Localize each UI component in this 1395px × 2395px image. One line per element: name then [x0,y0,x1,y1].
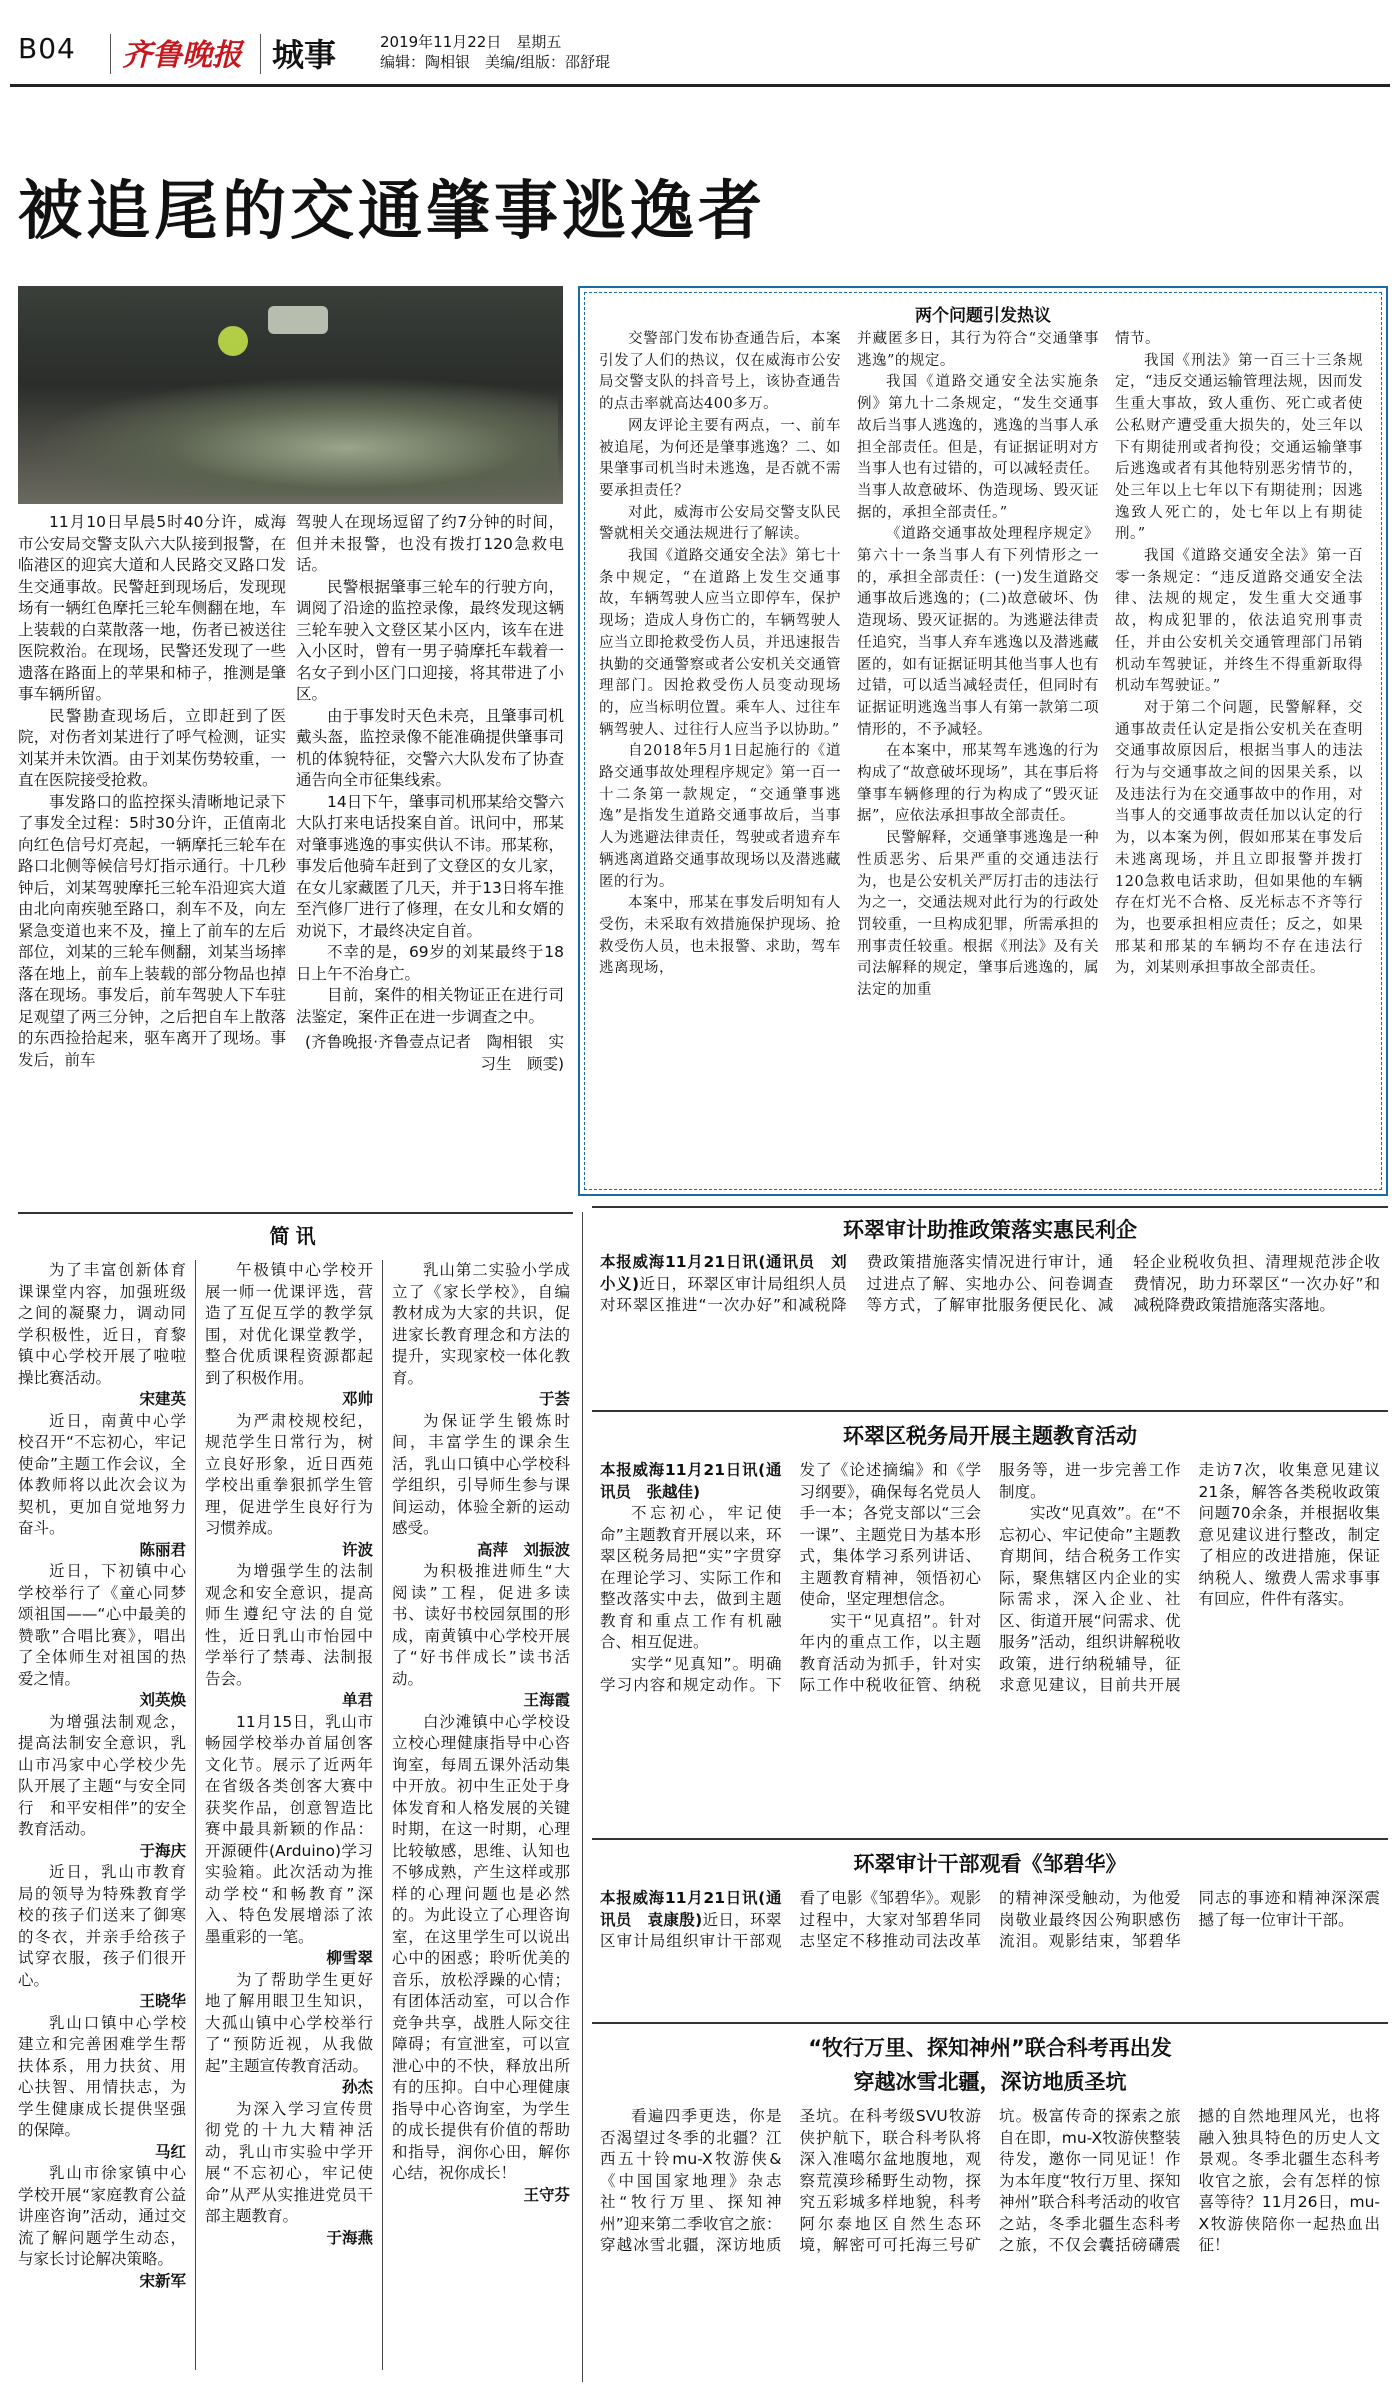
brief-author: 邓帅 [341,1390,373,1408]
section-title: 城事 [272,36,337,74]
box-column-2 [857,329,1099,1002]
issue-date: 2019年11月22日 星期五 [380,33,562,51]
news2-title: 环翠区税务局开展主题教育活动 [843,1424,1137,1448]
headline: 被追尾的交通肇事逃逸者 [18,175,766,249]
section-divider [592,2022,1388,2024]
news1-title: 环翠审计助推政策落实惠民利企 [843,1218,1137,1242]
brief-item: 11月15日，乳山市畅园学校举办首届创客文化节。展示了近两年在省级各类创客大赛中获奖作品，创意智造比赛中最具新颖的作品：开源硬件(Arduino)学习实验箱。此次活动为推动学校“和畅教育”深入、特色发展增添了浓墨重彩的一笔。 [205,1712,373,1946]
news1-lead: 本报威海11月21日讯(通讯员 刘小义) [600,1253,847,1293]
box-paragraph: 网友评论主要有两点，一、前车被追尾，为何还是肇事逃逸？二、如果肇事司机当时未逃逸，是否就不需要承担责任？ [599,417,841,499]
brief-news [18,1220,573,2380]
story-paragraph: 14日下午，肇事司机邢某给交警六大队打来电话投案自首。讯问中，邢某对肇事逃逸的事实供认不讳。邢某称，事发后他骑车赶到了文登区的女儿家，在女儿家藏匿了几天，并于13日将车推至汽修厂进行了修理，在女儿和女婿的劝说下，才最终决定自首。 [296,792,564,940]
story-column-1 [18,512,286,1071]
brief-item: 为了丰富创新体育课课堂内容，加强班级之间的凝聚力，调动同学积极性，近日，育黎镇中心学校开展了啦啦操比赛活动。 [18,1261,186,1387]
discussion-box [578,286,1388,1196]
box-paragraph: 情节。 [1115,331,1160,347]
news2-paragraph: 实干“见真招”。针对年内的重点工作，以主题教育活动为抓手，针对实际工作中税收征管、纳税服务等，进一步完善工作制度。 [799,1461,1181,1694]
brief-column-2 [205,1260,373,2249]
page-header [10,28,1385,80]
brief-author: 单君 [341,1691,373,1709]
news1-body [600,1252,1380,1402]
box-paragraph: 对此，威海市公安局交警支队民警就相关交通法规进行了解读。 [599,504,841,543]
news4-body [600,2106,1380,2381]
brief-author: 于荟 [538,1390,570,1408]
news2-paragraph: 实学“见真知”。明确学习内容和规定动作。下发了《论述摘编》和《学习纲要》，确保每名党员人手一本；各党支部以“三会一课”、主题党日为基本形式，集体学习系列讲话、主题教育精神，领悟初心使命，坚定理想信念。 [600,1461,981,1694]
brief-item: 为增强法制观念，提高法制安全意识，乳山市冯家中心学校少先队开展了主题“与安全同行 和平安相伴”的安全教育活动。 [18,1712,186,1838]
brief-author: 宋建英 [139,1390,186,1408]
brief-item: 白沙滩镇中心学校设立校心理健康指导中心咨询室，每周五课外活动集中开放。初中生正处于身体发育和人格发展的关键时期，在这一时期，心理比较敏感，思维、认知也不够成熟，产生这样或那样的心理问题也是必然的。为此设立了心理咨询室，在这里学生可以说出心中的困惑；聆听优美的音乐，放松浮躁的心情；有团体活动室，可以合作竞争共享，战胜人际交往障碍；有宣泄室，可以宣泄心中的不快，释放出所有的压抑。白中心理健康指导中心咨询室，为学生的成长提供有价值的帮助和指导，润你心田，解你心结，祝你成长！ [392,1712,570,2182]
news2-paragraph: 不忘初心，牢记使命”主题教育开展以来，环翠区税务局把“实”字贯穿在理论学习、实际工作和整改落实中去，做到主题教育和重点工作有机融合、相互促进。 [600,1504,782,1651]
story-paragraph: 不幸的是，69岁的刘某最终于18日上午不治身亡。 [296,943,564,983]
brief-item: 为积极推进师生“大阅读”工程，促进多读书、读好书校园氛围的形成，南黄镇中心学校开展了“好书伴成长”读书活动。 [392,1562,570,1688]
box-title: 两个问题引发热议 [915,306,1051,326]
box-paragraph: 我国《道路交通安全法》第七十条中规定，“在道路上发生交通事故，车辆驾驶人应当立即停车，保护现场；造成人身伤亡的，车辆驾驶人应当立即抢救受伤人员，并迅速报告执勤的交通警察或者公安机关交通管理部门。因抢救受伤人员变动现场的，应当标明位置。乘车人、过往车辆驾驶人、过往行人应当予以协助。” [599,548,841,738]
brief-author: 王守芬 [523,2185,570,2204]
news2-lead: 本报威海11月21日讯(通讯员 张越佳) [600,1461,782,1501]
brief-author: 于海燕 [326,2228,373,2247]
brief-item: 乳山口镇中心学校建立和完善困难学生帮扶体系，用力扶贫、用心扶智、用情扶志，为学生健康成长提供坚强的保障。 [18,2013,186,2139]
section-column-rule [582,1212,583,2382]
story-paragraph: 驾驶人在现场逗留了约7分钟的时间，但并未报警，也没有拨打120急救电话。 [296,513,564,574]
brief-author: 柳雪翠 [326,1949,373,1967]
box-paragraph: 对于第二个问题，民警解释，交通事故责任认定是指公安机关在查明交通事故原因后，根据当事人的违法行为与交通事故之间的因果关系，以及违法行为在交通事故中的作用，对当事人的交通事故责任加以认定的行为，以本案为例，假如邢某在事发后未逃离现场，并且立即报警并拨打120急救电话求助，但如果他的车辆存在灯光不合格、反光标志不齐等行为，也要承担相应责任；反之，如果邢某和邢某的车辆均不存在违法行为，刘某则承担事故全部责任。 [1115,699,1363,977]
brief-author: 宋新军 [139,2271,186,2290]
box-paragraph: 在本案中，邢某驾车逃逸的行为构成了“故意破坏现场”，其在事后将肇事车辆修理的行为构成了“毁灭证据”，应依法承担事故全部责任。 [857,743,1099,825]
brief-author: 陈丽君 [139,1540,186,1559]
box-paragraph: 本案中，邢某在事发后明知有人受伤，未采取有效措施保护现场、抢救受伤人员，也未报警、求助，驾车逃离现场， [599,895,841,977]
news1-text: 近日，环翠区审计局组织人员对环翠区推进“一次办好”和减税降费政策措施落实情况进行审计，通过进点了解、实地办公、问卷调查等方式，了解审批服务便民化、减轻企业税收负担、清理规范涉企收费情况，助力环翠区“一次办好”和减税降费政策措施落实落地。 [600,1253,1380,1314]
accident-scene-photo [18,286,563,504]
header-divider [260,34,261,74]
news3-text: 近日，环翠区审计局组织审计干部观看了电影《邹碧华》。观影过程中，大家对邹碧华同志坚定不移推动司法改革的精神深受触动，为他爱岗敬业最终因公殉职感伤流泪。观影结束，邹碧华同志的事迹和精神深深震撼了每一位审计干部。 [600,1889,1380,1950]
story-column-2 [296,512,564,1075]
brief-item: 近日，下初镇中心学校举行了《童心同梦颂祖国——“心中最美的赞歌”合唱比赛》，唱出了全体师生对祖国的热爱之情。 [18,1562,186,1688]
box-paragraph: 民警解释，交通肇事逃逸是一种性质恶劣、后果严重的交通违法行为，也是公安机关严厉打击的违法行为之一，交通法规对此行为的行政处罚较重，一旦构成犯罪，所需承担的刑事责任较重。根据《刑法》及有关司法解释的规定，肇事后逃逸的，属法定的加重 [857,830,1099,999]
brief-item: 为深入学习宣传贯彻党的十九大精神活动，乳山市实验中学开展“不忘初心，牢记使命”从严从实推进党员干部主题教育。 [205,2099,373,2225]
box-paragraph: 自2018年5月1日起施行的《道路交通事故处理程序规定》第一百一十二条第一款规定，“交通肇事逃逸”是指发生道路交通事故后，当事人为逃避法律责任，驾驶或者遗弃车辆逃离道路交通事故现场以及潜逃藏匿的行为。 [599,743,841,890]
brief-author: 许波 [341,1540,373,1559]
story-paragraph: 民警勘查现场后，立即赶到了医院，对伤者刘某进行了呼气检测，证实刘某并未饮酒。由于刘某伤势较重，一直在医院接受抢救。 [18,706,286,789]
story-paragraph: 11月10日早晨5时40分许，威海市公安局交警支队六大队接到报警，在临港区的迎宾大道和人民路交叉路口发生交通事故。民警赶到现场后，发现现场有一辆红色摩托三轮车侧翻在地，车上装载的白菜散落一地，伤者已被送往医院救治。在现场，民警还发现了一些遗落在路面上的苹果和柿子，推测是肇事车辆所留。 [18,513,286,703]
brief-column-1 [18,1260,186,2292]
box-column-3 [1115,329,1363,980]
brief-author: 高萍 刘振波 [476,1540,570,1559]
brief-news-title: 简讯 [269,1224,322,1248]
brief-item: 为保证学生锻炼时间，丰富学生的课余生活，乳山口镇中心学校科学组织，引导师生参与课间运动，体验全新的运动感受。 [392,1411,570,1537]
date-editors [380,32,610,72]
brief-author: 马红 [154,2142,186,2161]
news2-paragraph: 实改“见真效”。在“不忘初心、牢记使命”主题教育期间，结合税务工作实际，聚焦辖区内企业的实际需求，深入企业、社区、街道开展“问需求、优服务”活动，组织讲解税收政策，进行纳税辅导，征求意见建议，目前共开展走访7次，收集意见建议21条，解答各类税收政策问题70余条，并根据收集意见建议进行整改，制定了相应的改进措施，保证纳税人、缴费人需求事事有回应，件件有落实。 [999,1461,1380,1694]
brief-author: 王海霞 [523,1691,570,1709]
story-paragraph: 民警根据肇事三轮车的行驶方向，调阅了沿途的监控录像，最终发现这辆三轮车驶入文登区某小区内，该车在进入小区时，曾有一男子骑摩托车载着一名女子到小区门口迎接，将其带进了小区。 [296,577,564,703]
brief-author: 于海庆 [139,1841,186,1860]
brief-item: 乳山第二实验小学成立了《家长学校》，自编教材成为大家的共识，促进家长教育理念和方法的提升，实现家校一体化教育。 [392,1261,570,1387]
story-paragraph: 由于事发时天色未亮，且肇事司机戴头盔，监控录像不能准确提供肇事司机的体貌特征，交警六大队发布了协查通告向全市征集线索。 [296,706,564,789]
news3-title: 环翠审计干部观看《邹碧华》 [853,1852,1127,1876]
box-column-1 [599,329,841,980]
header-divider [110,34,111,74]
brief-author: 孙杰 [341,2078,373,2096]
news4-subtitle: 穿越冰雪北疆，深访地质圣坑 [853,2070,1127,2094]
box-paragraph: 我国《道路交通安全法实施条例》第九十二条规定，“发生交通事故后当事人逃逸的，逃逸的当事人承担全部责任。但是，有证据证明对方当事人也有过错的，可以减轻责任。当事人故意破坏、伪造现场、毁灭证据的，承担全部责任。” [857,374,1099,521]
brief-item: 近日，南黄中心学校召开“不忘初心，牢记使命”主题工作会议，全体教师将以此次会议为契机，更加自觉地努力奋斗。 [18,1411,186,1537]
box-paragraph: 《道路交通事故处理程序规定》第六十一条当事人有下列情形之一的，承担全部责任：(一)发生道路交通事故后逃逸的；(二)故意破坏、伪造现场、毁灭证据的。为逃避法律责任追究，当事人弃车逃逸以及潜逃藏匿的，如有证据证明其他当事人也有过错，可以适当减轻责任，但同时有证据证明逃逸当事人有第一款第二项情形的，不予减轻。 [857,526,1099,738]
brief-item: 为增强学生的法制观念和安全意识，提高师生遵纪守法的自觉性，近日乳山市怡园中学举行了禁毒、法制报告会。 [205,1562,373,1688]
brief-column-3 [392,1260,570,2206]
newspaper-logo: 齐鲁晚报 [122,38,242,73]
section-divider [592,1838,1388,1840]
box-paragraph: 交警部门发布协查通告后，本案引发了人们的热议，仅在威海市公安局交警支队的抖音号上，该协查通告的点击率就高达400多万。 [599,331,841,413]
brief-item: 为了帮助学生更好地了解用眼卫生知识，大孤山镇中心学校举行了“预防近视，从我做起”主题宣传教育活动。 [205,1970,373,2075]
section-divider [18,1212,573,1214]
story-paragraph: 事发路口的监控探头清晰地记录下了事发全过程：5时30分许，正值南北向红色信号灯亮起，一辆摩托三轮车在路口北侧等候信号灯指示通行。十几秒钟后，刘某驾驶摩托三轮车沿迎宾大道由北向南疾驰至路口，刹车不及，向左紧急变道也来不及，撞上了前车的左后部位，刘某的三轮车侧翻，刘某当场摔落在地上，前车上装载的部分物品也掉落在现场。事发后，前车驾驶人下车驻足观望了两三分钟，之后把自车上散落的东西捡拾起来，驱车离开了现场。事发后，前车 [18,792,286,1069]
column-rule [382,1260,383,2370]
brief-item: 为严肃校规校纪，规范学生日常行为，树立良好形象，近日西苑学校出重拳狠抓学生管理，促进学生良好行为习惯养成。 [205,1411,373,1537]
news4-title: “牧行万里、探知神州”联合科考再出发 [808,2036,1172,2060]
news3-lead: 本报威海11月21日讯(通讯员 袁康殷) [600,1889,782,1929]
brief-item: 午极镇中心学校开展一师一优课评选，营造了互促互学的教学氛围，对优化课堂教学，整合优质课程资源都起到了积极作用。 [205,1261,373,1387]
box-paragraph: 我国《道路交通安全法》第一百零一条规定：“违反道路交通安全法律、法规的规定，发生重大交通事故，构成犯罪的，依法追究刑事责任，并由公安机关交通管理部门吊销机动车驾驶证，并终生不得重新取得机动车驾驶证。” [1115,548,1363,695]
story-paragraph: 目前，案件的相关物证正在进行司法鉴定，案件正在进一步调查之中。 [296,986,564,1026]
brief-item: 近日，乳山市教育局的领导为特殊教育学校的孩子们送来了御寒的冬衣，并亲手给孩子试穿衣服，孩子们很开心。 [18,1863,186,1989]
editors: 编辑：陶相银 美编/组版：邵舒琨 [380,53,611,71]
news2-body [600,1460,1380,1830]
brief-author: 刘英焕 [139,1691,186,1709]
box-paragraph: 并藏匿多日，其行为符合“交通肇事逃逸”的规定。 [857,331,1099,369]
page-number: B04 [18,32,76,65]
byline: (齐鲁晚报·齐鲁壹点记者 陶相银 实习生 顾雯) [305,1033,564,1073]
news4-text: 看遍四季更迭，你是否渴望过冬季的北疆？江西五十铃mu-X牧游侠&《中国国家地理》杂志社“牧行万里、探知神州”迎来第二季收官之旅：穿越冰雪北疆，深访地质圣坑。在科考级SVU牧游侠护航下，联合科考队将深入准噶尔盆地腹地，观察荒漠珍稀野生动物，探究五彩城多样地貌，科考阿尔泰地区自然生态环境，解密可可托海三号矿坑。极富传奇的探索之旅自在即，mu-X牧游侠整装待发，邀你一同见证！作为本年度“牧行万里、探知神州”联合科考活动的收官之站，冬季北疆生态科考之旅，不仅会囊括磅礴震撼的自然地理风光，也将融入独具特色的历史人文景观。冬季北疆生态科考收官之旅，会有怎样的惊喜等待？11月26日，mu-X牧游侠陪你一起热血出征！ [600,2107,1380,2254]
box-paragraph: 我国《刑法》第一百三十三条规定，“违反交通运输管理法规，因而发生重大事故，致人重伤、死亡或者使公私财产遭受重大损失的，处三年以下有期徒刑或者拘役；交通运输肇事后逃逸或者有其他特别恶劣情节的，处三年以上七年以下有期徒刑；因逃逸致人死亡的，处七年以上有期徒刑。” [1115,352,1363,543]
section-divider [592,1206,1388,1208]
column-rule [195,1260,196,2370]
brief-item: 乳山市徐家镇中心学校开展“家庭教育公益讲座咨询”活动，通过交流了解问题学生动态，与家长讨论解决策略。 [18,2164,186,2268]
brief-author: 王晓华 [139,1992,186,2010]
section-divider [592,1410,1388,1412]
news3-body [600,1888,1380,2038]
header-rule [10,84,1390,87]
